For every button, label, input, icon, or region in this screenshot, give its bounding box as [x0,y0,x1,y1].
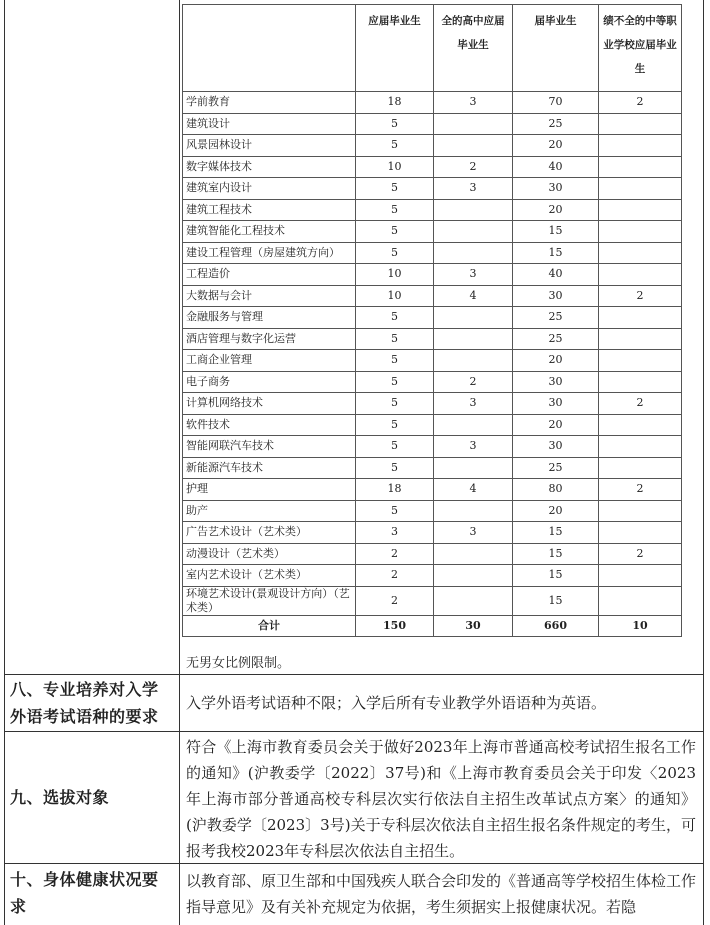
table-row [183,586,682,615]
quota-cell-b [434,328,513,350]
table-row [183,135,682,157]
table-header-row [183,5,682,92]
quota-cell-a: 5 [356,350,434,372]
program-name: 酒店管理与数字化运营 [183,328,356,350]
table-row [183,522,682,544]
quota-cell-c: 20 [513,199,599,221]
table-row [183,371,682,393]
program-name: 电子商务 [183,371,356,393]
program-name: 大数据与会计 [183,285,356,307]
table-row [183,242,682,264]
quota-cell-b [434,350,513,372]
program-name: 学前教育 [183,92,356,114]
quota-cell-c: 15 [513,522,599,544]
quota-cell-b [434,457,513,479]
quota-cell-d [599,328,682,350]
quota-cell-d [599,264,682,286]
quota-cell-c: 20 [513,414,599,436]
row-divider-9 [4,731,704,732]
program-name: 建筑室内设计 [183,178,356,200]
quota-cell-a: 5 [356,178,434,200]
quota-cell-c: 15 [513,565,599,587]
table-row [183,307,682,329]
quota-cell-c: 30 [513,436,599,458]
quota-cell-b [434,500,513,522]
quota-cell-d: 2 [599,393,682,415]
quota-cell-d: 2 [599,543,682,565]
quota-cell-d [599,307,682,329]
quota-cell-d [599,242,682,264]
quota-cell-d [599,178,682,200]
quota-cell-c: 15 [513,543,599,565]
program-name: 环境艺术设计(景观设计方向）（艺术类） [183,586,356,615]
quota-cell-d [599,522,682,544]
frame-right [703,0,704,925]
table-row [183,414,682,436]
program-name: 护理 [183,479,356,501]
program-name: 室内艺术设计（艺术类） [183,565,356,587]
section-9-text: 符合《上海市教育委员会关于做好2023年上海市普通高校考试招生报名工作的通知》(沪教委学〔2022〕37号)和《上海市教育委员会关于印发〈2023年上海市部分普通高校专科层次实行依法自主招生改革试点方案〉的通知》(沪教委学〔2023〕3号)关于专科层次依法自主招生报名条件规定的考生，可报考我校2023年专科层次依法自主招生。 [186,738,696,860]
quota-cell-c: 15 [513,221,599,243]
quota-cell-c: 25 [513,457,599,479]
program-name: 广告艺术设计（艺术类） [183,522,356,544]
quota-cell-d [599,565,682,587]
quota-cell-b [434,586,513,615]
quota-cell-a: 5 [356,414,434,436]
program-name: 软件技术 [183,414,356,436]
quota-cell-d [599,135,682,157]
quota-cell-c: 30 [513,285,599,307]
quota-cell-b: 3 [434,264,513,286]
quota-cell-c: 30 [513,393,599,415]
program-name: 建筑智能化工程技术 [183,221,356,243]
table-row [183,113,682,135]
quota-cell-a: 5 [356,199,434,221]
header-col-4: 绩不全的中等职业学校应届毕业生 [599,5,682,92]
quota-cell-b: 3 [434,92,513,114]
total-cell-d: 10 [599,615,682,637]
quota-cell-c: 30 [513,178,599,200]
program-name: 智能网联汽车技术 [183,436,356,458]
row-divider-8 [4,674,704,675]
program-name: 金融服务与管理 [183,307,356,329]
section-10-text: 以教育部、原卫生部和中国残疾人联合会印发的《普通高等学校招生体检工作指导意见》及有关补充规定为依据，考生须据实上报健康状况。若隐 [186,872,697,916]
quota-cell-a: 10 [356,264,434,286]
quota-cell-b: 3 [434,393,513,415]
quota-cell-b: 3 [434,522,513,544]
quota-cell-d [599,221,682,243]
quota-cell-a: 10 [356,285,434,307]
quota-cell-b: 4 [434,285,513,307]
program-name: 建筑工程技术 [183,199,356,221]
table-row [183,178,682,200]
table-row [183,92,682,114]
table-row [183,479,682,501]
quota-cell-a: 3 [356,522,434,544]
quota-cell-d [599,436,682,458]
quota-cell-d [599,199,682,221]
program-name: 工程造价 [183,264,356,286]
quota-cell-c: 15 [513,242,599,264]
enrollment-quota-table [182,4,682,637]
quota-cell-b: 2 [434,371,513,393]
quota-cell-c: 25 [513,307,599,329]
quota-cell-d: 2 [599,92,682,114]
quota-cell-d [599,586,682,615]
quota-cell-b [434,543,513,565]
quota-cell-a: 5 [356,307,434,329]
table-row [183,565,682,587]
quota-cell-b [434,113,513,135]
quota-cell-a: 2 [356,586,434,615]
quota-cell-c: 70 [513,92,599,114]
quota-cell-a: 5 [356,242,434,264]
quota-cell-d [599,113,682,135]
program-name: 风景园林设计 [183,135,356,157]
program-name: 助产 [183,500,356,522]
table-row [183,350,682,372]
quota-cell-b [434,242,513,264]
table-row [183,393,682,415]
quota-cell-a: 18 [356,479,434,501]
quota-cell-c: 25 [513,113,599,135]
header-col-2: 全的高中应届毕业生 [434,5,513,92]
quota-cell-a: 18 [356,92,434,114]
quota-cell-b: 3 [434,436,513,458]
program-name: 建筑设计 [183,113,356,135]
quota-cell-b [434,199,513,221]
gender-ratio-note: 无男女比例限制。 [186,656,291,671]
quota-cell-b [434,307,513,329]
quota-cell-c: 25 [513,328,599,350]
quota-cell-b [434,135,513,157]
quota-cell-d: 2 [599,285,682,307]
quota-cell-d [599,156,682,178]
total-row [183,615,682,637]
table-row [183,221,682,243]
program-name: 工商企业管理 [183,350,356,372]
table-row [183,199,682,221]
quota-cell-c: 40 [513,264,599,286]
quota-cell-a: 5 [356,500,434,522]
section-9-label: 九、选拔对象 [10,788,110,807]
quota-cell-d [599,457,682,479]
quota-cell-a: 5 [356,393,434,415]
quota-cell-b [434,565,513,587]
quota-cell-b: 4 [434,479,513,501]
quota-cell-d [599,414,682,436]
table-row [183,285,682,307]
table-row [183,500,682,522]
total-cell-b: 30 [434,615,513,637]
quota-cell-a: 2 [356,565,434,587]
quota-cell-a: 5 [356,328,434,350]
program-name: 计算机网络技术 [183,393,356,415]
quota-cell-b: 2 [434,156,513,178]
quota-cell-d: 2 [599,479,682,501]
quota-cell-a: 5 [356,113,434,135]
table-row [183,156,682,178]
total-cell-c: 660 [513,615,599,637]
quota-cell-b [434,221,513,243]
quota-cell-c: 20 [513,135,599,157]
table-row [183,436,682,458]
quota-cell-b [434,414,513,436]
quota-cell-b: 3 [434,178,513,200]
quota-cell-a: 5 [356,221,434,243]
program-name: 新能源汽车技术 [183,457,356,479]
header-col-3: 届毕业生 [513,5,599,92]
quota-cell-c: 20 [513,350,599,372]
quota-cell-c: 20 [513,500,599,522]
section-8-text: 入学外语考试语种不限；入学后所有专业教学外语语种为英语。 [186,694,607,712]
table-row [183,543,682,565]
quota-cell-d [599,350,682,372]
total-cell-name: 合计 [183,615,356,637]
total-cell-a: 150 [356,615,434,637]
section-10-label: 十、身体健康状况要求 [10,870,159,916]
quota-cell-a: 10 [356,156,434,178]
frame-left [4,0,5,925]
quota-cell-c: 80 [513,479,599,501]
table-row [183,264,682,286]
quota-cell-a: 5 [356,457,434,479]
table-row [183,457,682,479]
quota-cell-c: 15 [513,586,599,615]
program-name: 建设工程管理（房屋建筑方向） [183,242,356,264]
section-8-label: 八、专业培养对入学外语考试语种的要求 [10,680,159,726]
table-row [183,328,682,350]
program-name: 动漫设计（艺术类） [183,543,356,565]
frame-divider [179,0,180,925]
program-name: 数字媒体技术 [183,156,356,178]
quota-cell-a: 5 [356,371,434,393]
quota-cell-d [599,371,682,393]
quota-cell-a: 5 [356,135,434,157]
quota-cell-a: 5 [356,436,434,458]
quota-cell-d [599,500,682,522]
quota-cell-c: 40 [513,156,599,178]
quota-cell-a: 2 [356,543,434,565]
header-col-1: 应届毕业生 [356,5,434,92]
quota-cell-c: 30 [513,371,599,393]
header-blank [183,5,356,92]
